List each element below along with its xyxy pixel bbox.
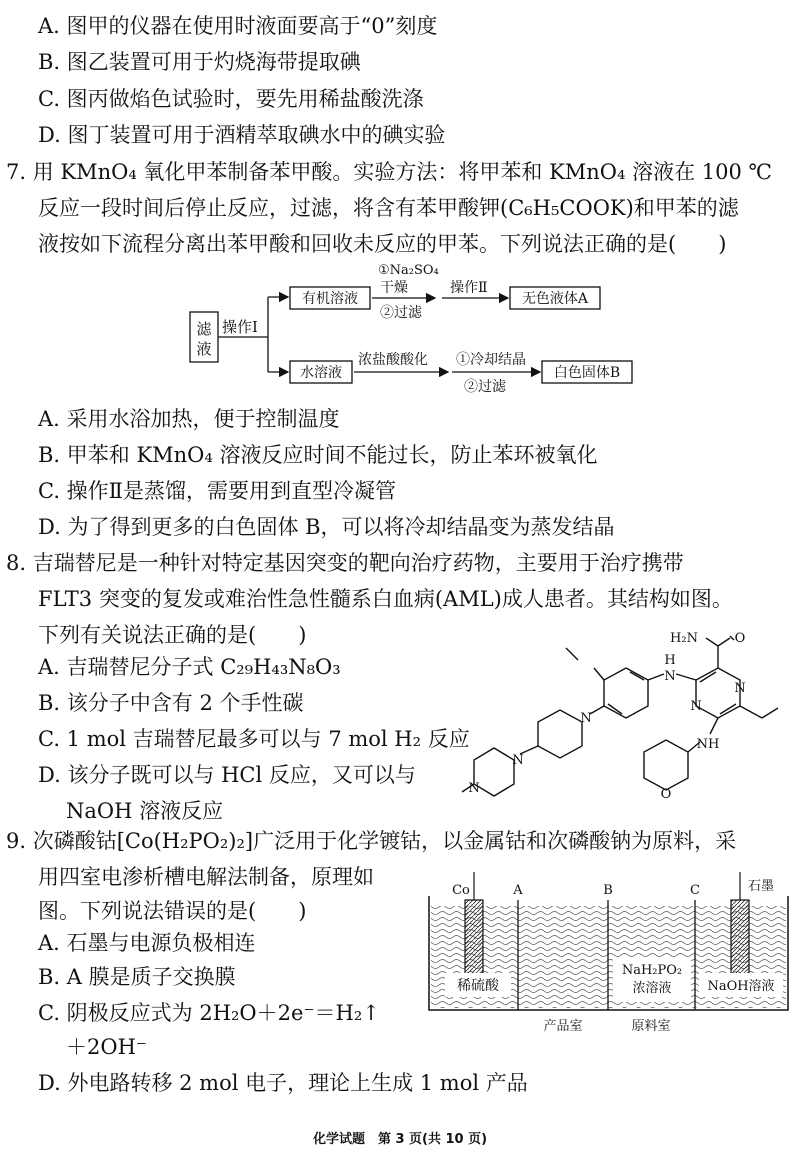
- piperazine-n2-label: N: [468, 781, 480, 796]
- q9-stem-line-1: 9. 次磷酸钴[Co(H₂PO₂)₂]广泛用于化学镀钴，以金属钴和次磷酸钠为原料，采: [6, 829, 737, 853]
- q8-option-d-continued: NaOH 溶液反应: [66, 799, 224, 823]
- q6-option-d: D. 图丁装置可用于酒精萃取碘水中的碘实验: [38, 123, 446, 147]
- drying-label: 干燥: [380, 280, 408, 296]
- pyrazine-n2-label: N: [690, 699, 702, 714]
- operation-1-label: 操作Ⅰ: [222, 318, 258, 336]
- pyrazine-n1-label: N: [734, 681, 746, 696]
- dilute-sulfuric-acid-label: 稀硫酸: [457, 978, 499, 994]
- drying-step-2: ②过滤: [380, 305, 422, 321]
- nh-top-n-label: N: [664, 669, 676, 684]
- drying-step-1: ①Na₂SO₄: [378, 263, 439, 278]
- naoh-solution-label: NaOH溶液: [707, 979, 775, 994]
- page-footer: 化学试题 第 3 页(共 10 页): [312, 1132, 488, 1147]
- q9-stem-line-2: 用四室电渗析槽电解法制备，原理如: [38, 865, 374, 889]
- product-a-label: 无色液体A: [521, 291, 589, 307]
- amide-o-label: O: [734, 631, 746, 646]
- q6-option-c: C. 图丙做焰色试验时，要先用稀盐酸洗涤: [38, 87, 424, 111]
- q9-option-a: A. 石墨与电源负极相连: [38, 931, 256, 955]
- q7-stem-line-1: 7. 用 KMnO₄ 氧化甲苯制备苯甲酸。实验方法：将甲苯和 KMnO₄ 溶液在 100 ℃: [6, 160, 773, 184]
- electrolysis-cell: [425, 868, 795, 1038]
- q8-option-b: B. 该分子中含有 2 个手性碳: [38, 691, 304, 715]
- q7-flowchart: [180, 260, 650, 395]
- q8-option-c: C. 1 mol 吉瑞替尼最多可以与 7 mol H₂ 反应: [38, 727, 470, 751]
- q6-option-b: B. 图乙装置可用于灼烧海带提取碘: [38, 50, 361, 74]
- q9-option-d: D. 外电路转移 2 mol 电子，理论上生成 1 mol 产品: [38, 1071, 528, 1095]
- nh-top-h-label: H: [664, 653, 676, 668]
- piperazine-n1-label: N: [512, 753, 524, 768]
- membrane-c-label: C: [690, 883, 700, 898]
- q7-option-c: C. 操作Ⅱ是蒸馏，需要用到直型冷凝管: [38, 479, 396, 503]
- product-room-label: 产品室: [543, 1019, 583, 1034]
- membrane-a-label: A: [513, 883, 523, 898]
- cobalt-electrode: [465, 900, 483, 978]
- amide-nh2-label: H₂N: [670, 631, 698, 646]
- q7-option-a: A. 采用水浴加热，便于控制温度: [38, 407, 340, 431]
- aqueous-solution-label: 水溶液: [300, 365, 342, 381]
- acidify-label: 浓盐酸酸化: [358, 352, 428, 368]
- graphite-electrode: [731, 900, 749, 978]
- q6-option-a: A. 图甲的仪器在使用时液面要高于“0”刻度: [38, 14, 438, 38]
- q8-option-d: D. 该分子既可以与 HCl 反应，又可以与: [38, 763, 416, 787]
- operation-2-label: 操作Ⅱ: [450, 280, 488, 296]
- graphite-label: 石墨: [747, 879, 775, 894]
- concentrated-solution-label: 浓溶液: [632, 981, 672, 996]
- filtrate-label-2: 液: [196, 340, 212, 358]
- q7-option-d: D. 为了得到更多的白色固体 B，可以将冷却结晶变为蒸发结晶: [38, 515, 615, 539]
- nh-bottom-label: NH: [696, 737, 720, 752]
- q9-option-b: B. A 膜是质子交换膜: [38, 965, 236, 989]
- q9-stem-line-3: 图。下列说法错误的是( ): [38, 899, 307, 923]
- membrane-b-label: B: [603, 883, 613, 898]
- pyran-o-label: O: [660, 787, 672, 802]
- q8-stem-line-2: FLT3 突变的复发或难治性急性髓系白血病(AML)成人患者。其结构如图。: [38, 587, 733, 611]
- q8-option-a: A. 吉瑞替尼分子式 C₂₉H₄₃N₈O₃: [38, 655, 341, 679]
- q9-option-c: C. 阴极反应式为 2H₂O＋2e⁻＝H₂↑: [38, 1001, 380, 1025]
- organic-solution-label: 有机溶液: [302, 291, 358, 307]
- cobalt-label: Co: [452, 883, 470, 898]
- nah2po2-label: NaH₂PO₂: [621, 963, 683, 978]
- q8-stem-line-3: 下列有关说法正确的是( ): [38, 623, 307, 647]
- q7-option-b: B. 甲苯和 KMnO₄ 溶液反应时间不能过长，防止苯环被氧化: [38, 443, 598, 467]
- filtrate-label-1: 滤: [196, 320, 212, 338]
- q8-stem-line-1: 8. 吉瑞替尼是一种针对特定基因突变的靶向治疗药物，主要用于治疗携带: [6, 551, 684, 575]
- q9-option-c-continued: ＋2OH⁻: [66, 1035, 147, 1059]
- q7-stem-line-3: 液按如下流程分离出苯甲酸和回收未反应的甲苯。下列说法正确的是( ): [38, 232, 727, 256]
- product-b-label: 白色固体B: [553, 365, 621, 381]
- cooling-step-2: ②过滤: [464, 379, 506, 395]
- gilteritinib-structure: [460, 618, 795, 838]
- q7-stem-line-2: 反应一段时间后停止反应，过滤，将含有苯甲酸钾(C₆H₅COOK)和甲苯的滤: [38, 196, 739, 220]
- cooling-step-1: ①冷却结晶: [456, 352, 526, 368]
- piperidine-n-label: N: [580, 711, 592, 726]
- raw-material-room-label: 原料室: [631, 1019, 671, 1034]
